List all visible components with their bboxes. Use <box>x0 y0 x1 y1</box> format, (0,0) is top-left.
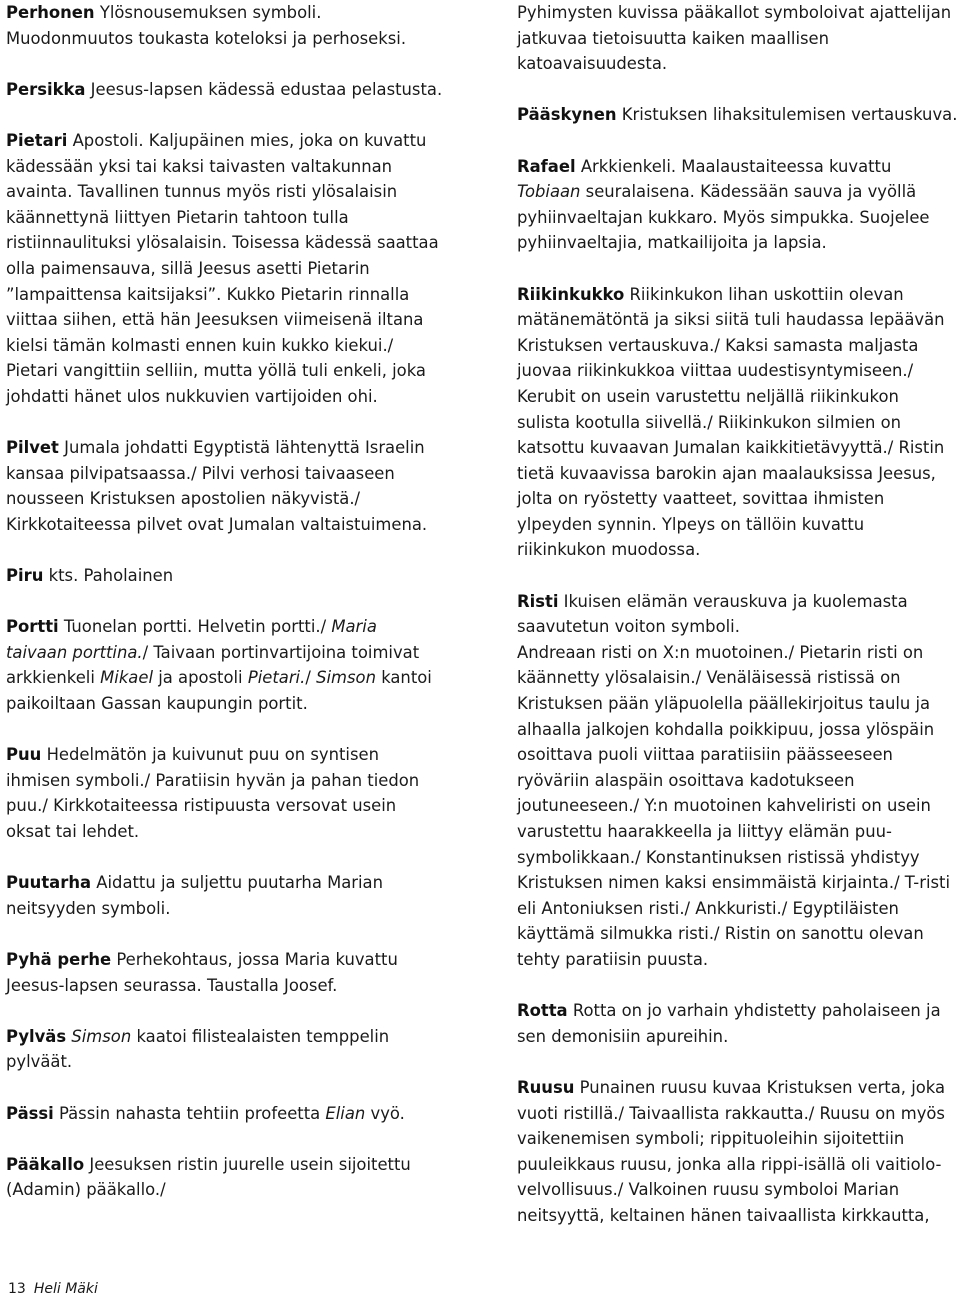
text: Perhekohtaus, jossa Maria kuvattu <box>116 949 398 969</box>
text: neitsyyttä, keltainen hänen taivaallista kirkkautta, <box>517 1205 930 1225</box>
text: eli Antoniuksen risti./ Ankkuristi./ Egyptiläisten <box>517 898 899 918</box>
text: kaatoi filistealaisten temppelin <box>136 1026 390 1046</box>
text: kts. Paholainen <box>48 566 174 586</box>
text: joutuneeseen./ Y:n muotoinen kahveliristi on usein <box>517 796 931 816</box>
text: ylpeyden synnin. Ylpeys on tällöin kuvattu <box>517 514 865 534</box>
text: jolta on ryöstetty vaatteet, sovittaa ihmisten <box>517 489 885 509</box>
text: Kirkkotaiteessa pilvet ovat Jumalan valtaistuimena. <box>6 514 428 534</box>
entry-pyha-perhe <box>6 947 474 998</box>
text: ”lampaittensa kaitsijaksi”. Kukko Pietarin rinnalla <box>6 284 410 304</box>
text: pyhiinvaeltajan kukkaro. Myös simpukka. Suojelee <box>517 207 930 227</box>
text: Muodonmuutos toukasta koteloksi ja perhoseksi. <box>6 28 407 48</box>
text: käyttämä silmukka risti./ Ristin on sanottu olevan <box>517 924 924 944</box>
author-name: Heli Mäki <box>33 1281 98 1297</box>
text: pylväät. <box>6 1052 73 1072</box>
text: avainta. Tavallinen tunnus myös risti ylösalaisin <box>6 182 398 202</box>
text-italic: Simson <box>316 668 376 688</box>
term: Pässi <box>6 1103 54 1123</box>
entry-puu <box>6 742 474 844</box>
text: kansaa pilvipatsaassa./ Pilvi verhosi taivaaseen <box>6 463 395 483</box>
text: riikinkukon muodossa. <box>517 540 701 560</box>
entry-riikinkukko <box>517 282 960 564</box>
text: puuleikkaus ruusu, jonka alla rippi-isällä oli vaitiolo- <box>517 1154 942 1174</box>
term: Pietari <box>6 130 68 150</box>
text: Kristuksen nimen kaksi ensimmäistä kirjainta./ T-risti <box>517 873 951 893</box>
entry-persikka <box>6 77 474 103</box>
text: pyhiinvaeltajia, matkailijoita ja lapsia. <box>517 233 827 253</box>
text-italic: Pietari. <box>247 668 306 688</box>
text: kädessään yksi tai kaksi taivasten valtakunnan <box>6 156 393 176</box>
text: kielsi tämän kolmasti ennen kuin kukko kiekui./ <box>6 335 394 355</box>
term: Portti <box>6 617 59 637</box>
text: vaikenemisen symboli; rippituoleihin sijoitettiin <box>517 1129 905 1149</box>
entry-puutarha <box>6 870 474 921</box>
text: sen demonisiin apureihin. <box>517 1026 729 1046</box>
text: Kristuksen lihaksitulemisen vertauskuva. <box>621 105 958 125</box>
term: Rotta <box>517 1001 568 1021</box>
page-number: 13 <box>8 1281 26 1297</box>
text-italic: Simson <box>71 1026 132 1046</box>
text: seuralaisena. Kädessään sauva ja vyöllä <box>585 182 917 202</box>
text: Jeesus-lapsen seurassa. Taustalla Joosef. <box>6 975 338 995</box>
text: osoittava puoli viittaa paratiisiin päässeeseen <box>517 745 893 765</box>
text: Apostoli. Kaljupäinen mies, joka on kuvattu <box>72 130 427 150</box>
text: ryöväriin alaspäin osoittava kadotukseen <box>517 770 855 790</box>
entry-portti <box>6 614 474 716</box>
text: paikoiltaan Gassan kaupungin portit. <box>6 694 308 714</box>
text: velvollisuus./ Valkoinen ruusu symboloi Marian <box>517 1180 900 1200</box>
text-italic: Elian <box>325 1103 366 1123</box>
text-italic: Mikael <box>100 668 153 688</box>
text: Jeesuksen ristin juurelle usein sijoitettu <box>89 1154 411 1174</box>
text: oksat tai lehdet. <box>6 822 140 841</box>
term: Persikka <box>6 79 86 99</box>
entry-piru <box>6 563 474 589</box>
text: juovaa riikinkukkoa viittaa uudestisyntymiseen./ <box>517 361 914 381</box>
text: arkkienkeli <box>6 668 95 688</box>
term: Piru <box>6 566 44 586</box>
entry-paakallo <box>6 1152 474 1203</box>
text: mätänemätöntä ja siksi siitä tuli haudassa lepäävän <box>517 310 945 330</box>
text: ristiinnaulituksi ylösalaisin. Toisessa kädessä saattaa <box>6 233 439 253</box>
entry-rafael <box>517 154 960 256</box>
text-italic: Maria <box>331 617 377 637</box>
entry-paaskynen <box>517 102 960 128</box>
text: vuoti ristillä./ Taivaallista rakkautta./ Ruusu on myös <box>517 1103 945 1123</box>
term: Ruusu <box>517 1077 575 1097</box>
term: Pääskynen <box>517 105 617 125</box>
text: ihmisen symboli./ Paratiisin hyvän ja pahan tiedon <box>6 770 420 790</box>
entry-paakallo-continued <box>517 0 960 77</box>
text-italic: Tobiaan <box>517 182 581 202</box>
text: Kristuksen vertauskuva./ Kaksi samasta maljasta <box>517 335 919 355</box>
term: Pilvet <box>6 438 59 458</box>
right-column <box>517 0 960 1254</box>
text: katsottu kuvaavan Jumalan kaikkitietävyyttä./ Ristin <box>517 438 945 458</box>
text: Pyhimysten kuvissa pääkallot symboloivat ajattelijan <box>517 3 952 22</box>
term: Pyhä perhe <box>6 949 112 969</box>
text: katoavaisuudesta. <box>517 54 668 74</box>
text: Jumala johdatti Egyptistä lähtenyttä Israelin <box>64 438 425 458</box>
text: Rotta on jo varhain yhdistetty paholaiseen ja <box>572 1001 941 1021</box>
text: vyö. <box>370 1103 405 1123</box>
text: / Taivaan portinvartijoina toimivat <box>142 642 420 662</box>
text: tietä kuvaavissa barokin ajan maalauksissa Jeesus, <box>517 463 936 483</box>
term: Perhonen <box>6 3 95 22</box>
entry-pylvas <box>6 1024 474 1075</box>
text: Ikuisen elämän verauskuva ja kuolemasta <box>563 591 908 611</box>
text: nousseen Kristuksen apostolien näkyvistä./ <box>6 489 361 509</box>
text: Aidattu ja suljettu puutarha Marian <box>96 873 383 893</box>
text: Arkkienkeli. Maalaustaiteessa kuvattu <box>580 156 892 176</box>
entry-passi <box>6 1101 474 1127</box>
left-column <box>6 0 474 1229</box>
entry-pilvet <box>6 435 474 537</box>
text: Andreaan risti on X:n muotoinen./ Pietarin risti on <box>517 642 924 662</box>
text: Punainen ruusu kuvaa Kristuksen verta, joka <box>579 1077 946 1097</box>
term: Risti <box>517 591 559 611</box>
entry-rotta <box>517 998 960 1049</box>
text: Kristuksen pään yläpuolella päällekirjoitus taulu ja <box>517 694 931 714</box>
text: Tuonelan portti. Helvetin portti./ <box>63 617 327 637</box>
entry-pietari <box>6 128 474 410</box>
entry-risti <box>517 589 960 973</box>
text: varustettu haarakkeella ja liittyy elämän puu- <box>517 822 892 841</box>
term: Puu <box>6 745 42 765</box>
text: jatkuvaa tietoisuutta kaiken maallisen <box>517 28 830 48</box>
term: Pylväs <box>6 1026 67 1046</box>
term: Riikinkukko <box>517 284 625 304</box>
text: viittaa siihen, että hän Jeesuksen viimeisenä iltana <box>6 310 424 330</box>
text: (Adamin) pääkallo./ <box>6 1180 166 1200</box>
text: alhaalla jalkojen kohdalla poikkipuu, jossa ylöspäin <box>517 719 935 739</box>
text: kantoi <box>381 668 432 688</box>
text: Pietari vangittiin selliin, mutta yöllä tuli enkeli, joka <box>6 361 426 381</box>
text: olla paimensauva, sillä Jeesus asetti Pietarin <box>6 258 370 278</box>
text: Riikinkukon lihan uskottiin olevan <box>629 284 904 304</box>
text: symbolikkaan./ Konstantinuksen ristissä yhdistyy <box>517 847 920 867</box>
text: Pässin nahasta tehtiin profeetta <box>58 1103 321 1123</box>
text: puu./ Kirkkotaiteessa ristipuusta versovat usein <box>6 796 397 816</box>
text: Hedelmätön ja kuivunut puu on syntisen <box>46 745 379 765</box>
text: Jeesus-lapsen kädessä edustaa pelastusta. <box>90 79 443 99</box>
term: Puutarha <box>6 873 92 893</box>
entry-perhonen <box>6 0 474 51</box>
text: johdatti hänet ulos nukkuvien vartijoiden ohi. <box>6 386 378 406</box>
text: käännettynä liittyen Pietarin tahtoon tulla <box>6 207 349 227</box>
text: ja apostoli <box>158 668 243 688</box>
page-footer <box>8 1280 98 1298</box>
text: saavutetun voiton symboli. <box>517 617 740 637</box>
text: neitsyyden symboli. <box>6 898 171 918</box>
text: tehty paratiisin puusta. <box>517 949 709 969</box>
term: Rafael <box>517 156 576 176</box>
text: sulista kootulla siivellä./ Riikinkukon silmien on <box>517 412 902 432</box>
text: käännetty ylösalaisin./ Venäläisessä ristissä on <box>517 668 901 688</box>
entry-ruusu <box>517 1075 960 1229</box>
text: Ylösnousemuksen symboli. <box>99 3 322 22</box>
term: Pääkallo <box>6 1154 85 1174</box>
text-italic: taivaan porttina. <box>6 642 143 662</box>
text: / <box>305 668 311 688</box>
text: Kerubit on usein varustettu neljällä riikinkukon <box>517 386 899 406</box>
